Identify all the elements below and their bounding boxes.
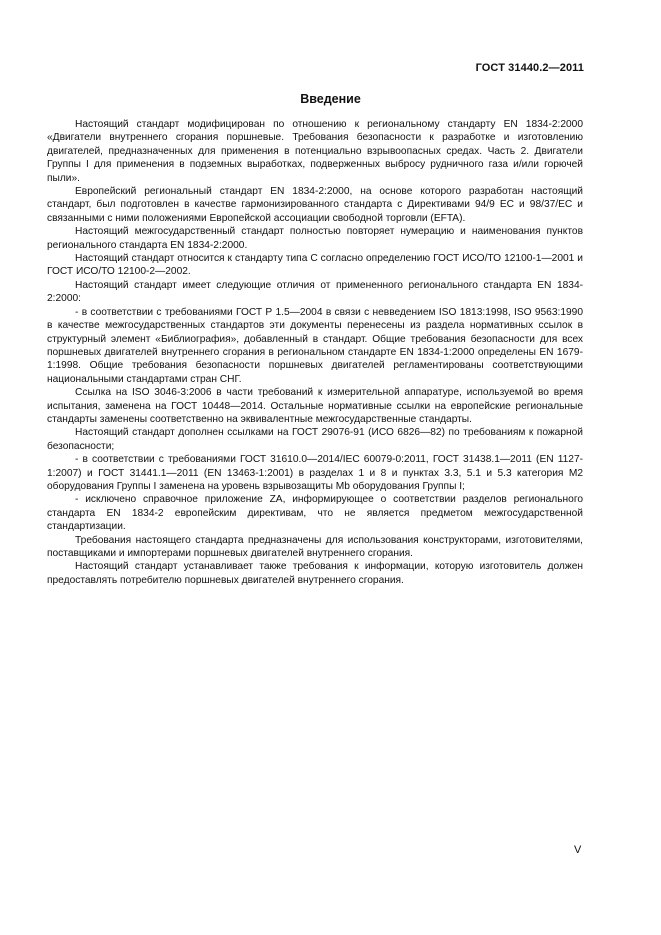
paragraph-12: Настоящий стандарт устанавливает также требования к информации, которую изготовитель должен предоставлять потребителю поршневых двигателей внутреннего сгорания. [47,561,583,586]
paragraph-1: Настоящий стандарт модифицирован по отношению к региональному стандарту EN 1834-2:2000 «Двигатели внутреннего сгорания поршневые. Требования безопасности к разработке и изготовлению двигателей, предназначенных для применения в потенциально взрывоопасных средах. Часть 2. Двигатели Группы I для применения в подземных выработках, подверженных выбросу рудничного газа и/или горючей пыли». [47,119,583,184]
paragraph-2: Европейский региональный стандарт EN 1834-2:2000, на основе которого разработан настоящий стандарт, был подготовлен в качестве гармонизированного стандарта с Директивами 94/9 EC и 98/37/EC и связанными с ними положениями Европейской ассоциации свободной торговли (EFTA). [47,186,583,224]
paragraph-5: Настоящий стандарт имеет следующие отличия от примененного регионального стандарта EN 1834-2:2000: [47,279,583,305]
body-text [47,118,583,587]
paragraph-11: Требования настоящего стандарта предназначены для использования конструкторами, изготовителями, поставщиками и импортерами поршневых двигателей внутреннего сгорания. [47,534,583,559]
document-code: ГОСТ 31440.2—2011 [475,62,584,74]
paragraph-3: Настоящий межгосударственный стандарт полностью повторяет нумерацию и наименования пунктов регионального стандарта EN 1834-2:2000. [47,226,583,251]
paragraph-6: - в соответствии с требованиями ГОСТ Р 1.5—2004 в связи с невведением ISO 1813:1998, ISO 9563:1990 в качестве межгосударственных стандартов эти документы перенесены из раздела нормативных ссылок в структурный элемент «Библиография», добавленный в стандарт. Общие требования безопасности для всех поршневых двигателей внутреннего сгорания в региональном стандарте EN 1834-1:2000 определены EN 1679-1:1998. Общие требования безопасности поршневых двигателей регламентированы соответствующими национальными стандартами стран СНГ. [47,306,583,385]
paragraph-8: Настоящий стандарт дополнен ссылками на ГОСТ 29076-91 (ИСО 6826—82) по требованиям к пожарной безопасности; [47,427,583,452]
paragraph-7: Ссылка на ISO 3046-3:2006 в части требований к измерительной аппаратуре, используемой во время испытания, заменена на ГОСТ 10448—2014. Остальные нормативные ссылки на европейские региональные стандарты заменены соответственно на эквивалентные межгосударственные стандарты. [47,387,583,425]
paragraph-4: Настоящий стандарт относится к стандарту типа С согласно определению ГОСТ ИСО/ТО 12100-1—2001 и ГОСТ ИСО/ТО 12100-2—2002. [47,253,583,278]
section-title: Введение [300,92,361,106]
page-number: V [574,844,582,856]
paragraph-9: - в соответствии с требованиями ГОСТ 31610.0—2014/IEC 60079-0:2011, ГОСТ 31438.1—2011 (EN 1127-1:2007) и ГОСТ 31441.1—2011 (EN 13463-1:2001) в разделах 1 и 8 и пунктах 3.3, 5.1 и 5.3 категория М2 оборудования Группы I заменена на уровень взрывозащиты Mb оборудования Группы I; [47,454,583,492]
paragraph-10: - исключено справочное приложение ZA, информирующее о соответствии разделов регионального стандарта EN 1834-2 европейским директивам, что не является предметом межгосударственной стандартизации. [47,494,583,533]
